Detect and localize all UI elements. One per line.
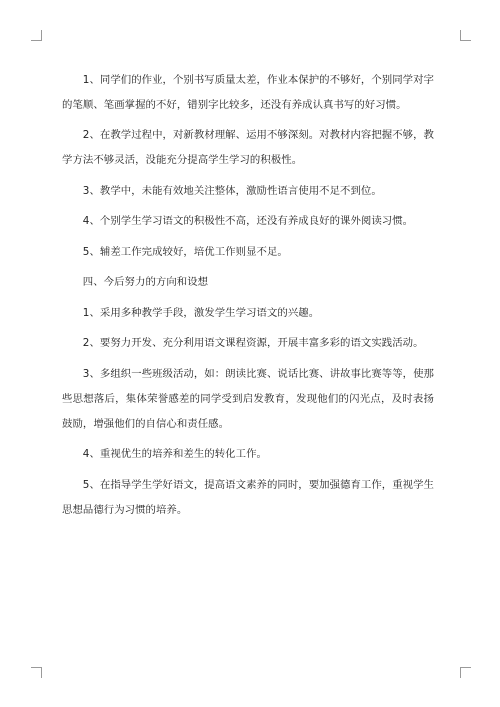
paragraph-problem-1: 1、同学们的作业，个别书写质量太差，作业本保护的不够好，个别同学对字的笔顺、笔画掌握的不好，错别字比较多，还没有养成认真书写的好习惯。 [62, 74, 434, 111]
crop-mark-top-left [31, 30, 42, 41]
paragraph-problem-5: 5、辅差工作完成较好，培优工作则显不足。 [82, 245, 288, 258]
document-body [62, 68, 434, 528]
crop-mark-bottom-right [460, 667, 471, 678]
paragraph-plan-5: 5、在指导学生学好语文，提高语文素养的同时，要加强德育工作，重视学生思想品德行为习惯的培养。 [62, 478, 434, 516]
paragraph-plan-4: 4、重视优生的培养和差生的转化工作。 [82, 448, 267, 461]
paragraph-plan-2: 2、要努力开发、充分利用语文课程资源，开展丰富多彩的语文实践活动。 [82, 337, 424, 350]
paragraph-problem-3: 3、教学中，未能有效地关注整体，激励性语言使用不足不到位。 [82, 184, 382, 197]
crop-mark-bottom-left [31, 667, 42, 678]
paragraph-plan-3: 3、多组织一些班级活动，如：朗读比赛、说话比赛、讲故事比赛等等，使那些思想落后，集体荣誉感差的同学受到启发教育，发现他们的闪光点，及时表扬鼓励，增强他们的自信心和责任感。 [62, 367, 434, 430]
paragraph-problem-4: 4、个别学生学习语文的积极性不高，还没有养成良好的课外阅读习惯。 [82, 215, 414, 228]
crop-mark-top-right [460, 30, 471, 41]
paragraph-problem-2: 2、在教学过程中，对新教材理解、运用不够深刻。对教材内容把握不够，教学方法不够灵活，没能充分提高学生学习的积极性。 [62, 129, 434, 167]
paragraph-plan-1: 1、采用多种教学手段，激发学生学习语文的兴趣。 [82, 306, 320, 319]
section-heading: 四、今后努力的方向和设想 [82, 276, 209, 289]
